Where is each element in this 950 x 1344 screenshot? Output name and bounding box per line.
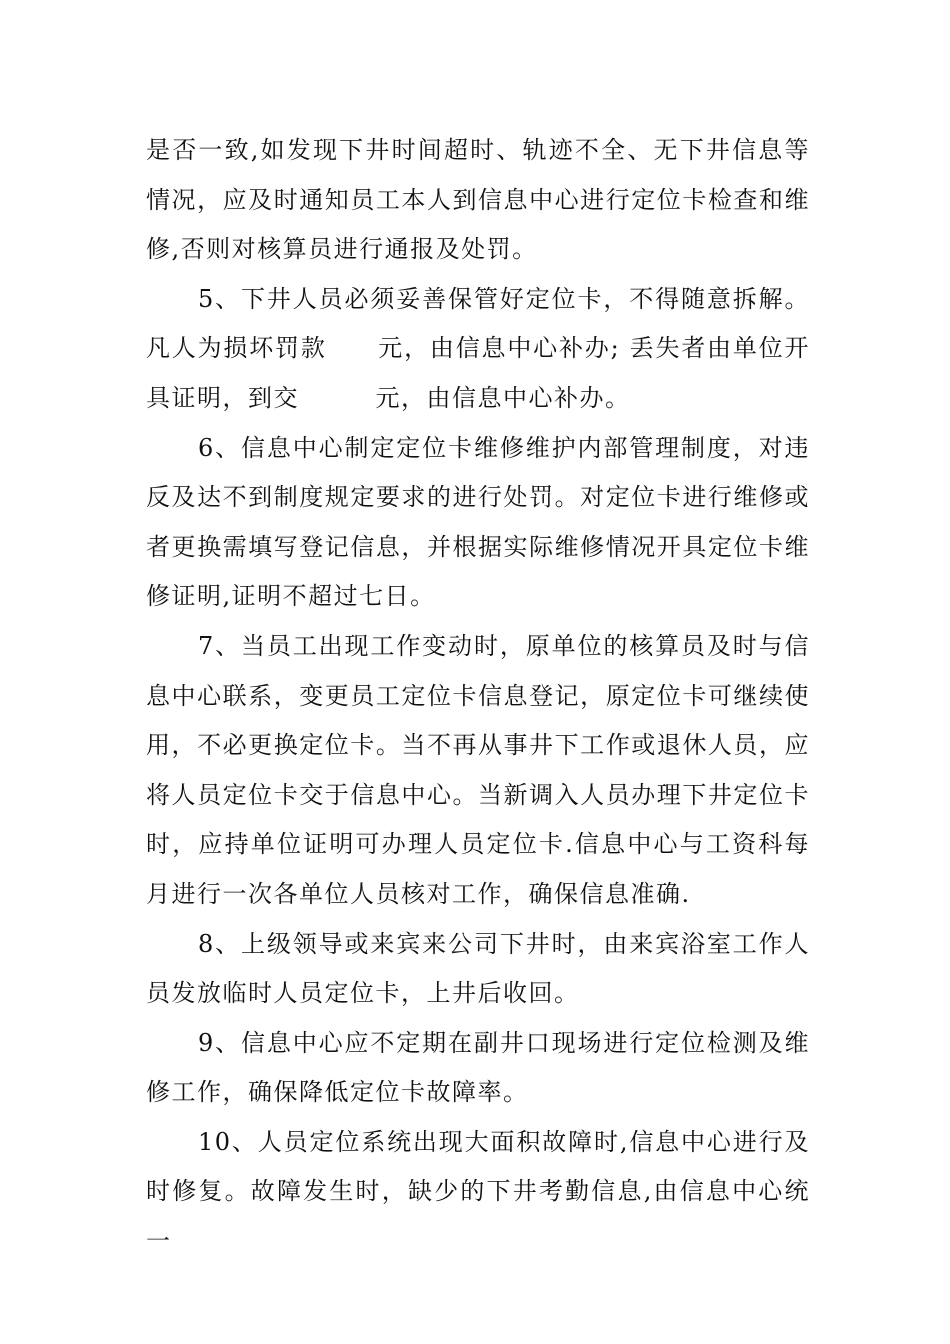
paragraph-item-10: 10、人员定位系统出现大面积故障时,信息中心进行及时修复。故障发生时，缺少的下井考勤信息,由信息中心统一 [146,1127,810,1256]
paragraph-item-6: 6、信息中心制定定位卡维修维护内部管理制度，对违反及达不到制度规定要求的进行处罚。对定位卡进行维修或者更换需填写登记信息，并根据实际维修情况开具定位卡维修证明,证明不超过七日。 [146,433,810,611]
document-body [146,126,810,1267]
paragraph-item-8: 8、上级领导或来宾来公司下井时，由来宾浴室工作人员发放临时人员定位卡，上井后收回。 [146,929,810,1008]
paragraph-item-9: 9、信息中心应不定期在副井口现场进行定位检测及维修工作，确保降低定位卡故障率。 [146,1028,810,1107]
paragraph-item-7: 7、当员工出现工作变动时，原单位的核算员及时与信息中心联系，变更员工定位卡信息登记，原定位卡可继续使用，不必更换定位卡。当不再从事井下工作或退休人员，应将人员定位卡交于信息中心。当新调入人员办理下井定位卡时，应持单位证明可办理人员定位卡.信息中心与工资科每月进行一次各单位人员核对工作，确保信息准确. [146,631,810,908]
paragraph-item-5: 5、下井人员必须妥善保管好定位卡，不得随意拆解。凡人为损坏罚款 元，由信息中心补办; 丢失者由单位开具证明，到交 元，由信息中心补办。 [146,284,810,412]
paragraph-continued: 是否一致,如发现下井时间超时、轨迹不全、无下井信息等情况，应及时通知员工本人到信息中心进行定位卡检查和维修,否则对核算员进行通报及处罚。 [146,136,810,264]
